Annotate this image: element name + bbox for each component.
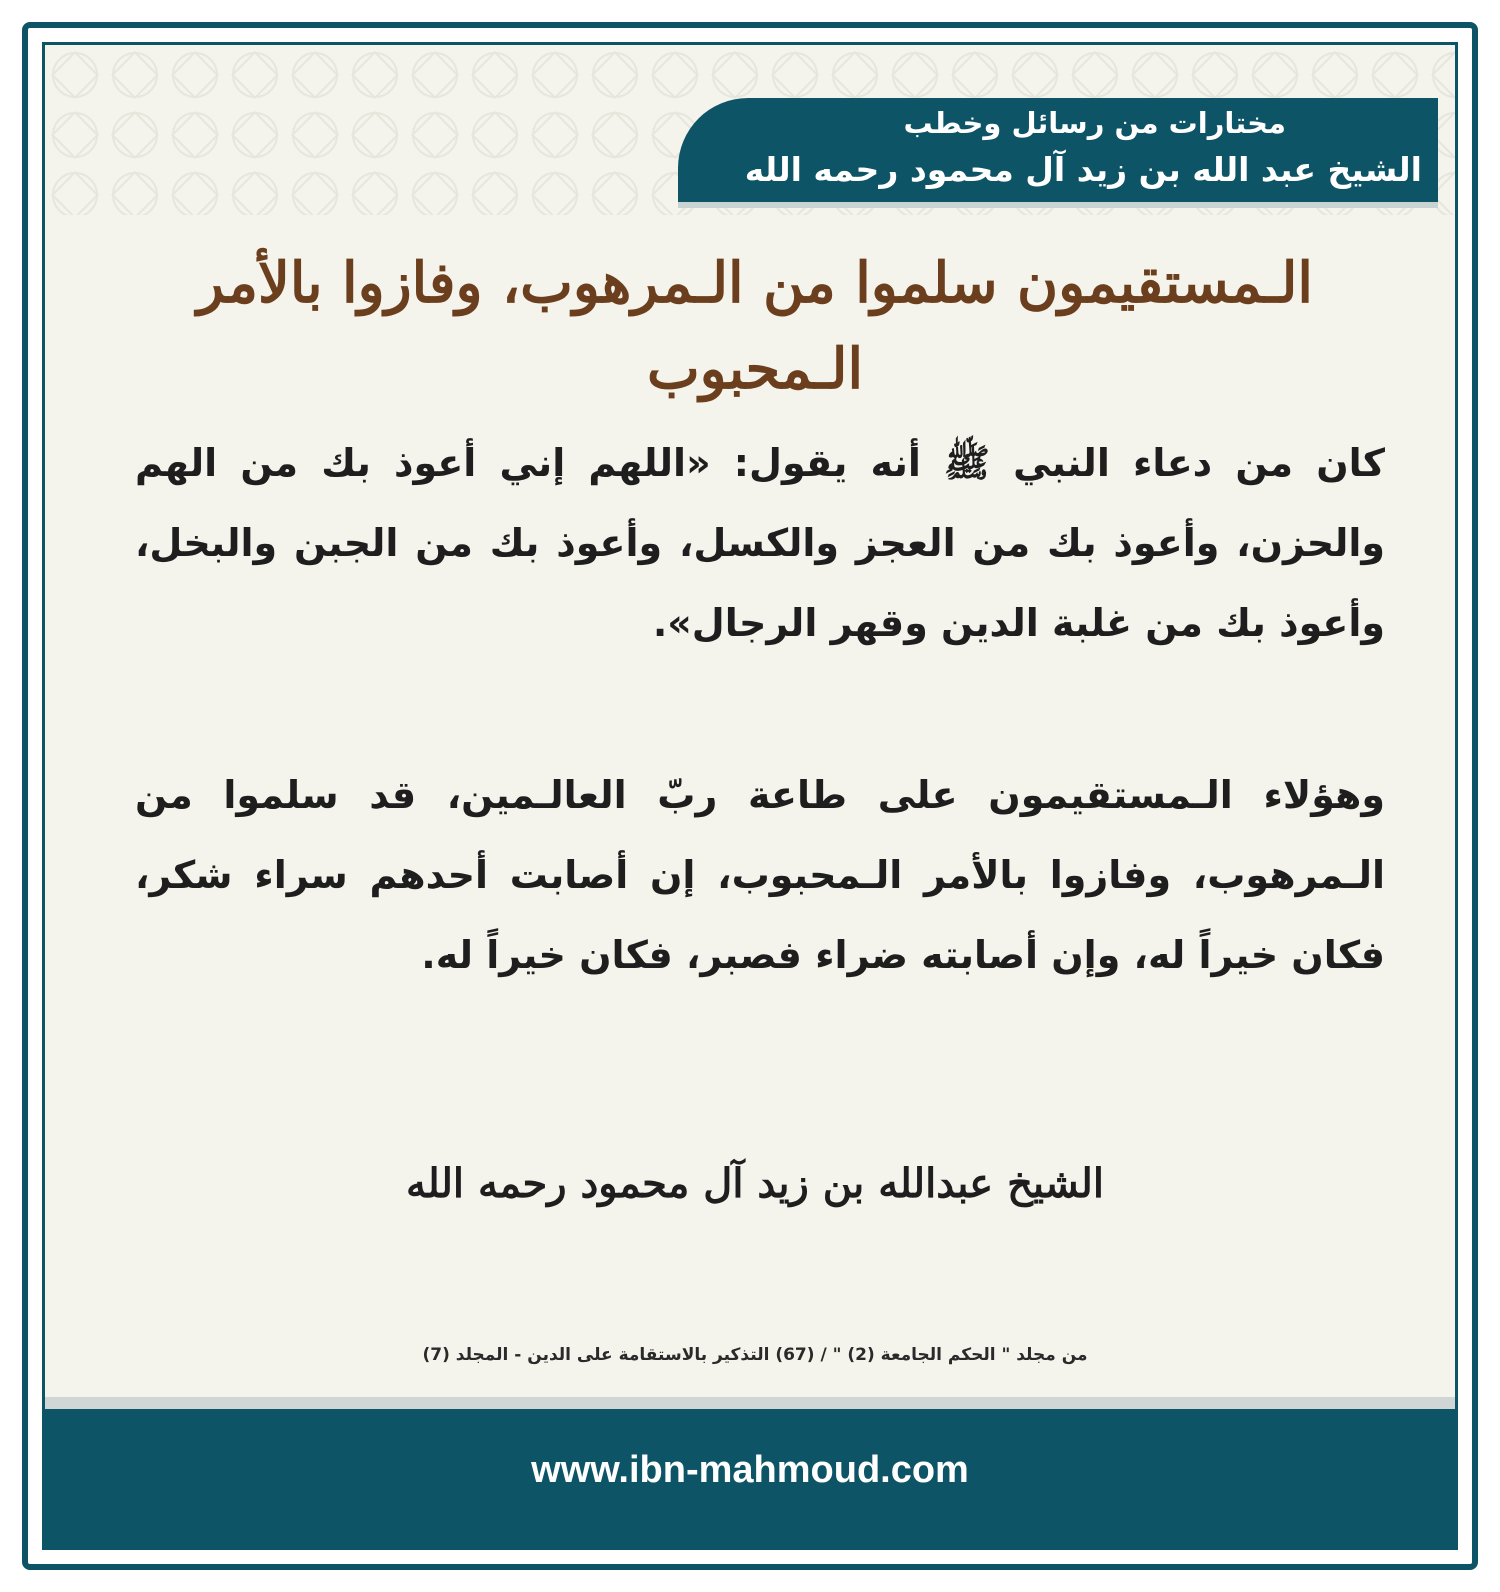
footer-divider xyxy=(45,1397,1455,1409)
header-series-title: مختارات من رسائل وخطب xyxy=(903,106,1286,140)
header-banner xyxy=(678,98,1438,202)
header-author-name: الشيخ عبد الله بن زيد آل محمود رحمه الله xyxy=(744,150,1422,189)
paragraph-commentary: وهؤلاء الـمستقيمون على طاعة ربّ العالـمين، قد سلموا من الـمرهوب، وفازوا بالأمر الـمحبوب، إن أصابت أحدهم سراء شكر، فكان خيراً له، وإن أصابته ضراء فصبر، فكان خيراً له. xyxy=(135,773,1385,977)
footer-bar xyxy=(45,1409,1455,1550)
card xyxy=(42,42,1458,1550)
source-reference: من مجلد " الحكم الجامعة (2) " / (67) التذكير بالاستقامة على الدين - المجلد (7) xyxy=(422,1345,1088,1365)
author-signature: الشيخ عبدالله بن زيد آل محمود رحمه الله xyxy=(406,1160,1104,1207)
website-link[interactable]: www.ibn-mahmoud.com xyxy=(531,1449,969,1491)
paragraph-hadith: كان من دعاء النبي ﷺ أنه يقول: «اللهم إني أعوذ بك من الهم والحزن، وأعوذ بك من العجز والكسل، وأعوذ بك من الجبن والبخل، وأعوذ بك من غلبة الدين وقهر الرجال». xyxy=(135,441,1385,645)
page-title: الـمستقيمون سلموا من الـمرهوب، وفازوا بالأمر الـمحبوب xyxy=(197,250,1313,402)
